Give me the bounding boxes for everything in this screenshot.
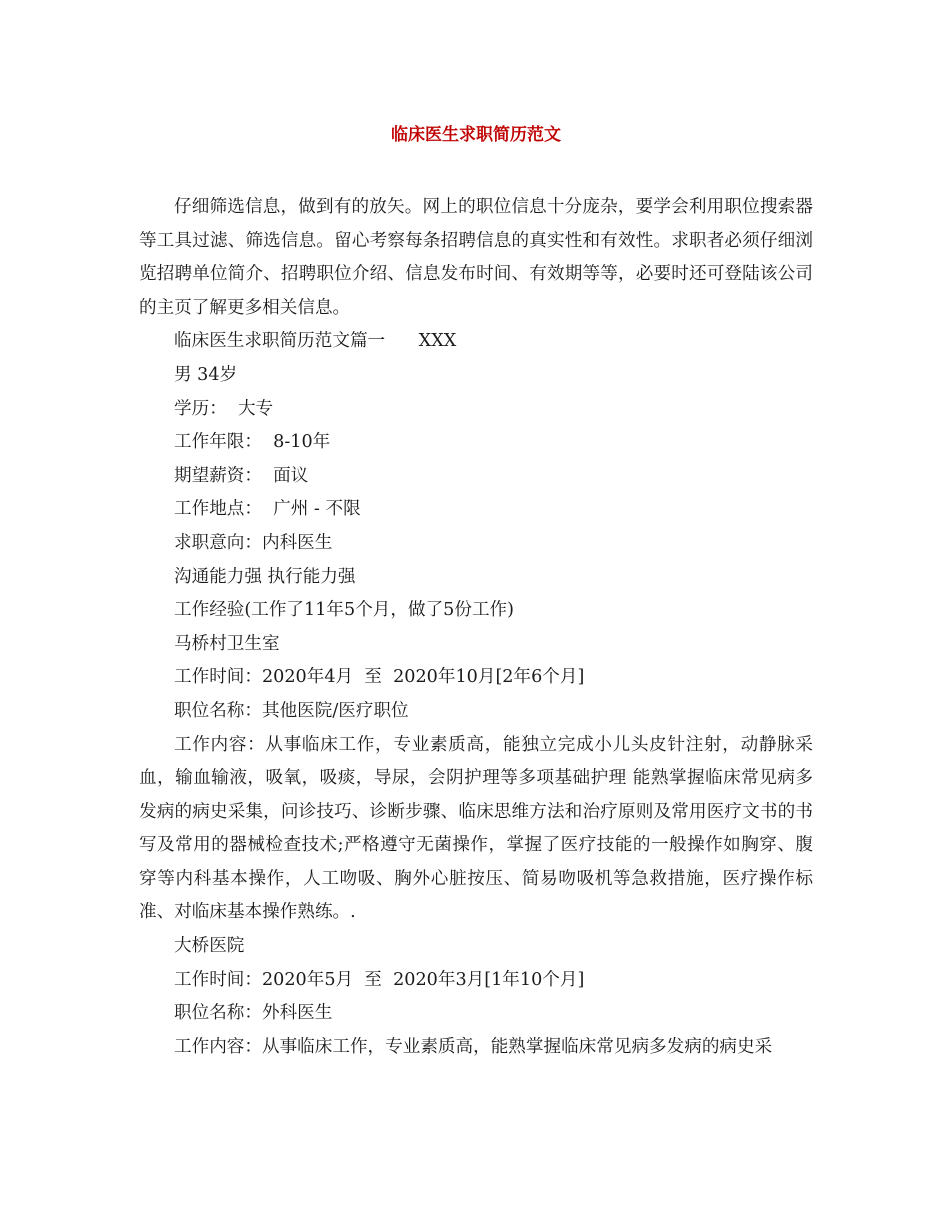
employer-1-period: 工作时间：2020年4月 至 2020年10月[2年6个月] bbox=[174, 667, 585, 688]
employer-1-content: 工作内容：从事临床工作，专业素质高，能独立完成小儿头皮针注射，动静脉采血，输血输液，吸氧，吸痰，导尿，会阴护理等多项基础护理 能熟掌握临床常见病多发病的病史采集，问诊技巧、诊断步骤、临床思维方法和治疗原则及常用医疗文书的书写及常用的器械检查技术;严格遵守无菌操作，掌握了医疗技能的一般操作如胸穿、腹穿等内科基本操作，人工吻吸、胸外心脏按压、简易吻吸机等急救措施，医疗操作标准、对临床基本操作熟练。. bbox=[139, 734, 813, 923]
job-intention-line: 求职意向：内科医生 bbox=[174, 532, 333, 553]
education-line: 学历： 大专 bbox=[174, 398, 274, 419]
employer-2-period: 工作时间：2020年5月 至 2020年3月[1年10个月] bbox=[174, 969, 585, 990]
employer-1-name: 马桥村卫生室 bbox=[174, 633, 280, 654]
employer-1-position: 职位名称：其他医院/医疗职位 bbox=[174, 700, 409, 721]
employer-2-content: 工作内容：从事临床工作，专业素质高，能熟掌握临床常见病多发病的病史采 bbox=[174, 1036, 773, 1057]
employer-2-position: 职位名称：外科医生 bbox=[174, 1003, 333, 1024]
work-years-line: 工作年限： 8-10年 bbox=[174, 432, 331, 453]
intro-paragraph: 仔细筛选信息，做到有的放矢。网上的职位信息十分庞杂，要学会利用职位搜索器等工具过滤、筛选信息。留心考察每条招聘信息的真实性和有效性。求职者必须仔细浏览招聘单位简介、招聘职位介绍、信息发布时间、有效期等等，必要时还可登陆该公司的主页了解更多相关信息。 bbox=[139, 197, 813, 318]
employer-2-name: 大桥医院 bbox=[174, 936, 245, 957]
work-experience-summary-line: 工作经验(工作了11年5个月，做了5份工作) bbox=[174, 600, 515, 621]
resume-heading-line: 临床医生求职简历范文篇一 XXX bbox=[174, 331, 457, 352]
document-title: 临床医生求职简历范文 bbox=[391, 125, 561, 145]
work-location-line: 工作地点： 广州 - 不限 bbox=[174, 499, 361, 520]
document-body bbox=[139, 191, 813, 1064]
gender-age-line: 男 34岁 bbox=[174, 364, 238, 385]
skills-line: 沟通能力强 执行能力强 bbox=[174, 566, 356, 587]
expected-salary-line: 期望薪资： 面议 bbox=[174, 465, 309, 486]
